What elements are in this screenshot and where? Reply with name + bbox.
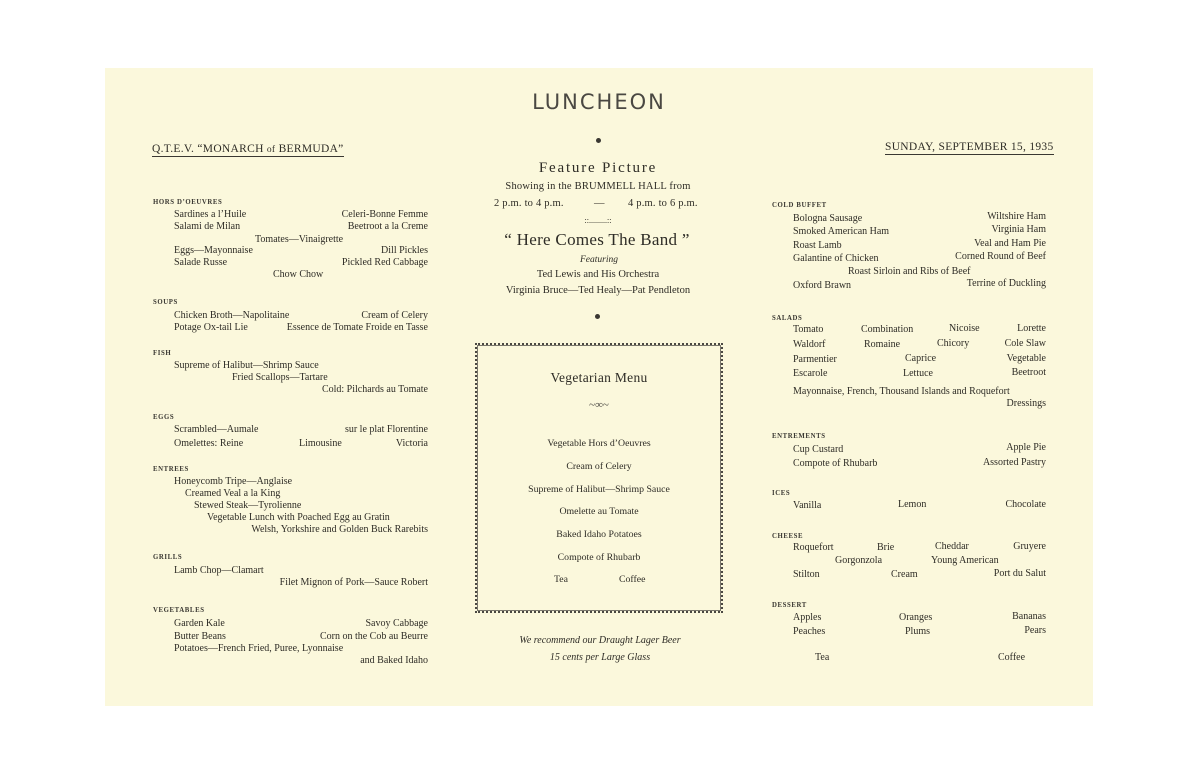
menu-item: Oranges	[899, 612, 933, 623]
menu-item: Chicory	[937, 338, 970, 349]
menu-item: Brie	[877, 542, 895, 553]
menu-item: Chow Chow	[273, 269, 324, 280]
menu-item: Salade Russe	[174, 257, 228, 268]
menu-item: Victoria	[395, 438, 428, 449]
feature-time-1: 2 p.m. to 4 p.m.	[494, 198, 564, 209]
section-cheese: CHEESE	[772, 533, 804, 540]
menu-item: Cheddar	[935, 541, 969, 552]
section-ices: ICES	[772, 490, 791, 497]
section-cold-buffet: COLD BUFFET	[772, 202, 827, 209]
menu-item: Sardines a l’Huile	[174, 209, 247, 220]
menu-item: sur le plat Florentine	[344, 424, 428, 435]
menu-item: Parmentier	[793, 354, 837, 365]
feature-time-dash: —	[594, 198, 605, 209]
menu-item: Garden Kale	[174, 618, 225, 629]
menu-item: Stewed Steak—Tyrolienne	[194, 500, 302, 511]
menu-item: Pickled Red Cabbage	[341, 257, 428, 268]
menu-item: Essence de Tomate Froide en Tasse	[286, 322, 428, 333]
menu-item: Mayonnaise, French, Thousand Islands and Roquefort	[793, 386, 1010, 397]
menu-item: Young American	[931, 555, 999, 566]
menu-item: and Baked Idaho	[360, 655, 428, 666]
menu-item: Butter Beans	[174, 631, 226, 642]
menu-item: Assorted Pastry	[982, 457, 1046, 468]
menu-item: Caprice	[905, 353, 937, 364]
menu-item: Terrine of Duckling	[966, 278, 1046, 289]
vegetarian-title: Vegetarian Menu	[550, 370, 648, 385]
menu-item: Roquefort	[793, 542, 834, 553]
menu-item: Apple Pie	[1006, 442, 1046, 453]
section-grills: GRILLS	[153, 554, 183, 561]
bullet-ornament	[596, 138, 601, 143]
menu-item: Roast Lamb	[793, 240, 842, 251]
cast-line-2: Virginia Bruce—Ted Healy—Pat Pendleton	[505, 285, 691, 296]
menu-item: Virginia Ham	[991, 224, 1046, 235]
menu-item: Creamed Veal a la King	[185, 488, 281, 499]
cast-line-1: Ted Lewis and His Orchestra	[536, 269, 660, 280]
vegetarian-item: Compote of Rhubarb	[557, 552, 641, 563]
menu-item: Lettuce	[903, 368, 933, 379]
menu-item: Tomato	[793, 324, 824, 335]
menu-item: Lorette	[1017, 323, 1046, 334]
menu-item: Bananas	[1012, 611, 1046, 622]
bullet-ornament	[595, 314, 600, 319]
menu-item: Escarole	[793, 368, 828, 379]
menu-item: Nicoise	[949, 323, 980, 334]
menu-item: Chocolate	[1005, 499, 1046, 510]
menu-item: Fried Scallops—Tartare	[232, 372, 328, 383]
menu-item: Vegetable	[1006, 353, 1046, 364]
menu-item: Corn on the Cob au Beurre	[319, 631, 428, 642]
menu-item: Potage Ox-tail Lie	[174, 322, 248, 333]
section-entremets: ENTREMENTS	[772, 433, 826, 440]
beer-line-1: We recommend our Draught Lager Beer	[519, 635, 681, 646]
menu-item: Cream	[891, 569, 918, 580]
menu-item: Romaine	[864, 339, 901, 350]
menu-item: Omelettes: Reine	[174, 438, 244, 449]
menu-item: Potatoes—French Fried, Puree, Lyonnaise	[174, 643, 344, 654]
menu-item: Tomates—Vinaigrette	[255, 234, 344, 245]
section-hors-doeuvres: HORS D’OEUVRES	[153, 199, 223, 206]
menu-item: Beetroot a la Creme	[347, 221, 428, 232]
menu-item: Gruyere	[1013, 541, 1046, 552]
menu-item: Wiltshire Ham	[987, 211, 1046, 222]
menu-item: Plums	[905, 626, 931, 637]
swirl-ornament: ~∞~	[589, 399, 609, 411]
vegetarian-item: Cream of Celery	[566, 461, 632, 472]
menu-item: Savoy Cabbage	[365, 618, 428, 629]
menu-item: Corned Round of Beef	[955, 251, 1046, 262]
menu-sheet	[105, 68, 1093, 706]
menu-item: Beetroot	[1011, 367, 1046, 378]
menu-item: Welsh, Yorkshire and Golden Buck Rarebits	[251, 524, 428, 535]
featuring-label: Featuring	[580, 255, 618, 265]
ship-name-suffix: BERMUDA”	[275, 143, 344, 155]
menu-item: Smoked American Ham	[793, 226, 890, 237]
dots-ornament: ::.........::	[584, 216, 612, 225]
vegetarian-menu-box	[475, 343, 723, 613]
menu-item: Dill Pickles	[381, 245, 428, 256]
menu-item: Veal and Ham Pie	[974, 238, 1046, 249]
menu-item: Supreme of Halibut—Shrimp Sauce	[174, 360, 319, 371]
menu-item: Cold: Pilchards au Tomate	[321, 384, 428, 395]
feature-showing: Showing in the BRUMMELL HALL from	[505, 181, 691, 192]
menu-item: Port du Salut	[993, 568, 1046, 579]
menu-item: Apples	[793, 612, 822, 623]
ship-name	[152, 143, 344, 157]
section-entrees: ENTREES	[153, 466, 189, 473]
menu-item: Gorgonzola	[835, 555, 883, 566]
section-eggs: EGGS	[153, 414, 175, 421]
section-salads: SALADS	[772, 315, 803, 322]
menu-item: Celeri-Bonne Femme	[341, 209, 428, 220]
menu-item: Galantine of Chicken	[793, 253, 879, 264]
menu-item: Tea	[815, 652, 830, 663]
beer-line-2: 15 cents per Large Glass	[549, 652, 651, 663]
menu-date: SUNDAY, SEPTEMBER 15, 1935	[885, 141, 1054, 153]
menu-item: Lamb Chop—Clamart	[174, 565, 264, 576]
menu-item: Salami de Milan	[174, 221, 241, 232]
menu-item: Oxford Brawn	[793, 280, 852, 291]
menu-title: LUNCHEON	[532, 90, 666, 114]
film-title: “ Here Comes The Band ”	[504, 230, 690, 249]
feature-heading: Feature Picture	[538, 160, 658, 176]
menu-item: Cole Slaw	[1004, 338, 1046, 349]
section-fish: FISH	[153, 350, 172, 357]
section-vegetables: VEGETABLES	[153, 607, 205, 614]
section-dessert: DESSERT	[772, 602, 807, 609]
ship-name-prefix: Q.T.E.V. “MONARCH	[152, 143, 267, 155]
menu-item: Combination	[861, 324, 914, 335]
ship-name-of: of	[266, 145, 276, 155]
menu-item: Coffee	[998, 652, 1026, 663]
menu-item: Compote of Rhubarb	[793, 458, 878, 469]
vegetarian-item: Vegetable Hors d’Oeuvres	[547, 438, 651, 449]
menu-item: Vegetable Lunch with Poached Egg au Gratin	[207, 512, 390, 523]
menu-item: Scrambled—Aumale	[174, 424, 259, 435]
menu-item: Vanilla	[793, 500, 822, 511]
menu-item: Limousine	[299, 438, 342, 449]
vegetarian-tea: Tea	[554, 574, 568, 585]
menu-item: Roast Sirloin and Ribs of Beef	[848, 266, 971, 277]
menu-item: Cup Custard	[793, 444, 844, 455]
menu-item: Lemon	[898, 499, 927, 510]
section-soups: SOUPS	[153, 299, 178, 306]
menu-item: Dressings	[1006, 398, 1046, 409]
menu-item: Eggs—Mayonnaise	[174, 245, 253, 256]
menu-item: Cream of Celery	[361, 310, 428, 321]
vegetarian-item: Omelette au Tomate	[559, 506, 639, 517]
menu-item: Bologna Sausage	[793, 213, 863, 224]
menu-item: Stilton	[793, 569, 820, 580]
menu-item: Waldorf	[793, 339, 826, 350]
menu-item: Pears	[1024, 625, 1046, 636]
vegetarian-item: Supreme of Halibut—Shrimp Sauce	[528, 484, 670, 495]
menu-item: Chicken Broth—Napolitaine	[174, 310, 290, 321]
feature-time-2: 4 p.m. to 6 p.m.	[628, 198, 698, 209]
menu-item: Honeycomb Tripe—Anglaise	[174, 476, 293, 487]
menu-item: Peaches	[793, 626, 826, 637]
menu-item: Filet Mignon of Pork—Sauce Robert	[279, 577, 428, 588]
vegetarian-coffee: Coffee	[619, 574, 646, 585]
vegetarian-item: Baked Idaho Potatoes	[556, 529, 642, 540]
